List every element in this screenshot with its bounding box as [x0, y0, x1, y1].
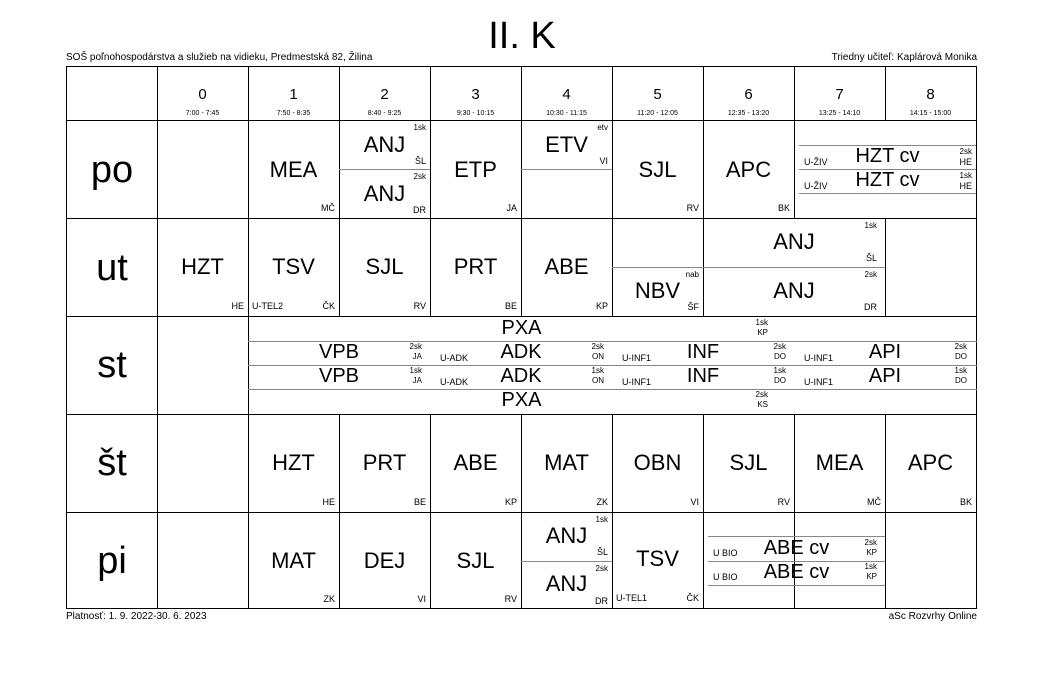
lesson-subject: ANJ	[545, 523, 588, 548]
lesson-teacher: JA	[412, 352, 422, 361]
lesson-group: 2sk	[595, 564, 608, 573]
lesson-teacher: ZK	[596, 497, 608, 507]
lesson-subject: ADK	[500, 365, 542, 387]
lesson-teacher: RV	[413, 301, 426, 311]
lesson-subject: ANJ	[363, 132, 406, 157]
lesson-room: U-ŽIV	[804, 157, 828, 167]
period-number: 8	[926, 86, 935, 103]
period-number: 3	[471, 86, 480, 103]
lesson-subject: TSV	[272, 254, 315, 279]
split-line	[799, 193, 976, 194]
lesson-subject: PRT	[453, 254, 498, 279]
lesson-cell[interactable]	[521, 562, 612, 609]
lesson-teacher: ČK	[686, 593, 699, 603]
lesson-cell[interactable]	[248, 317, 795, 341]
lesson-teacher: BE	[504, 301, 517, 311]
lesson-teacher: DO	[774, 376, 786, 385]
lesson-group: 1sk	[864, 221, 877, 230]
lesson-subject: SJL	[729, 450, 768, 475]
lesson-room: U-INF1	[622, 353, 651, 363]
lesson-cell[interactable]	[703, 121, 794, 218]
lesson-teacher: DR	[413, 205, 426, 215]
period-number: 5	[653, 86, 662, 103]
lesson-room: U-INF1	[804, 353, 833, 363]
lesson-cell[interactable]	[612, 365, 794, 389]
lesson-subject: PXA	[501, 317, 542, 339]
school-name: SOŠ poľnohospodárstva a služieb na vidieku, Predmestská 82, Žilina	[66, 52, 373, 63]
lesson-teacher: DO	[774, 352, 786, 361]
brand-note: aSc Rozvrhy Online	[888, 611, 977, 622]
lesson-teacher: HE	[231, 301, 244, 311]
lesson-teacher: DR	[864, 302, 877, 312]
lesson-teacher: VI	[599, 156, 608, 166]
lesson-group: 1sk	[591, 366, 604, 375]
lesson-group: 2sk	[773, 342, 786, 351]
lesson-subject: PXA	[501, 389, 542, 411]
lesson-cell[interactable]	[339, 121, 430, 169]
lesson-subject: SJL	[638, 157, 677, 182]
lesson-cell[interactable]	[794, 415, 885, 512]
lesson-group: 1sk	[409, 366, 422, 375]
lesson-teacher: ŠL	[865, 253, 877, 263]
lesson-subject: APC	[725, 157, 772, 182]
day-friday: pi	[97, 540, 127, 582]
lesson-cell[interactable]	[248, 389, 795, 413]
lesson-room: U-INF1	[622, 377, 651, 387]
lesson-room: U BIO	[713, 572, 738, 582]
lesson-teacher: ZK	[323, 594, 335, 604]
lesson-cell[interactable]	[799, 145, 976, 169]
lesson-group: nab	[685, 270, 699, 279]
lesson-subject: INF	[686, 365, 720, 387]
lesson-teacher: DO	[955, 352, 967, 361]
period-time: 10:30 - 11:15	[546, 110, 587, 117]
lesson-room: U-TEL1	[616, 593, 648, 603]
day-thursday: št	[97, 442, 127, 484]
lesson-cell[interactable]	[248, 219, 339, 316]
lesson-cell[interactable]	[248, 415, 339, 512]
lesson-cell[interactable]	[157, 219, 248, 316]
lesson-cell[interactable]	[612, 121, 703, 218]
lesson-teacher: DO	[955, 376, 967, 385]
lesson-cell[interactable]	[794, 341, 976, 365]
lesson-subject: HZT cv	[855, 169, 920, 191]
lesson-cell[interactable]	[339, 513, 430, 609]
lesson-teacher: DR	[595, 596, 608, 606]
lesson-cell[interactable]	[521, 219, 612, 316]
lesson-group: 1sk	[755, 318, 768, 327]
period-time: 14:15 - 15:00	[909, 110, 952, 117]
lesson-room: U-ADK	[440, 353, 469, 363]
lesson-subject: ANJ	[363, 181, 406, 206]
col-divider	[885, 218, 886, 317]
lesson-subject: ANJ	[773, 229, 815, 254]
lesson-subject: API	[868, 365, 902, 387]
lesson-group: 2sk	[864, 270, 877, 279]
period-time: 13:25 - 14:10	[818, 110, 861, 117]
lesson-cell[interactable]	[703, 219, 885, 267]
lesson-teacher: VI	[417, 594, 426, 604]
lesson-cell[interactable]	[430, 341, 612, 365]
split-line	[521, 169, 612, 170]
lesson-cell[interactable]	[612, 268, 703, 316]
lesson-subject: ABE	[453, 450, 498, 475]
lesson-teacher: RV	[504, 594, 517, 604]
lesson-subject: ABE cv	[763, 537, 830, 559]
lesson-cell[interactable]	[248, 341, 430, 365]
lesson-subject: SJL	[456, 548, 495, 573]
lesson-subject: ABE cv	[763, 561, 830, 583]
lesson-subject: ETV	[545, 132, 588, 157]
lesson-subject: NBV	[634, 278, 681, 303]
day-wednesday: st	[97, 344, 127, 386]
lesson-cell[interactable]	[703, 268, 885, 316]
lesson-room: U-ADK	[440, 377, 469, 387]
lesson-subject: API	[868, 341, 902, 363]
lesson-teacher: RV	[686, 203, 699, 213]
lesson-cell[interactable]	[612, 513, 703, 609]
lesson-group: 2sk	[755, 390, 768, 399]
lesson-cell[interactable]	[248, 121, 339, 218]
lesson-teacher: HE	[959, 157, 972, 167]
lesson-subject: MEA	[269, 157, 318, 182]
day-tuesday: ut	[96, 247, 128, 289]
lesson-cell[interactable]	[248, 513, 339, 609]
lesson-subject: ABE	[544, 254, 589, 279]
period-number: 0	[198, 86, 207, 103]
lesson-teacher: JA	[506, 203, 517, 213]
period-time: 8:40 - 9:25	[367, 110, 402, 117]
lesson-subject: ANJ	[545, 571, 588, 596]
lesson-subject: TSV	[636, 546, 679, 571]
lesson-cell[interactable]	[339, 415, 430, 512]
lesson-teacher: HE	[959, 181, 972, 191]
lesson-cell[interactable]	[708, 536, 885, 561]
period-time: 11:20 - 12:05	[637, 110, 678, 117]
lesson-subject: ETP	[454, 157, 497, 182]
lesson-group: 2sk	[409, 342, 422, 351]
lesson-teacher: JA	[412, 376, 422, 385]
lesson-cell[interactable]	[612, 341, 794, 365]
lesson-teacher: KP	[595, 301, 608, 311]
lesson-group: 2sk	[591, 342, 604, 351]
lesson-teacher: ŠL	[596, 547, 608, 557]
lesson-group: 2sk	[413, 172, 426, 181]
lesson-group: 2sk	[864, 538, 877, 547]
lesson-group: 1sk	[413, 123, 426, 132]
lesson-teacher: ON	[592, 376, 604, 385]
lesson-group: 1sk	[864, 562, 877, 571]
lesson-group: 1sk	[595, 515, 608, 524]
lesson-subject: SJL	[365, 254, 404, 279]
lesson-teacher: ŠL	[414, 156, 426, 166]
lesson-cell[interactable]	[430, 365, 612, 389]
lesson-teacher: VI	[690, 497, 699, 507]
lesson-teacher: ON	[592, 352, 604, 361]
lesson-group: 2sk	[954, 342, 967, 351]
lesson-teacher: MČ	[321, 203, 335, 213]
lesson-cell[interactable]	[521, 121, 612, 169]
lesson-cell[interactable]	[799, 169, 976, 193]
day-monday: po	[90, 149, 134, 191]
lesson-teacher: KP	[866, 548, 877, 557]
lesson-subject: DEJ	[363, 548, 406, 573]
lesson-subject: MAT	[271, 548, 316, 573]
lesson-subject: VPB	[318, 341, 360, 363]
period-number: 4	[562, 86, 571, 103]
lesson-teacher: BK	[959, 497, 972, 507]
lesson-cell[interactable]	[339, 170, 430, 218]
lesson-teacher: ŠF	[687, 302, 699, 312]
lesson-group: 1sk	[954, 366, 967, 375]
period-number: 6	[744, 86, 753, 103]
lesson-subject: HZT	[272, 450, 315, 475]
lesson-subject: OBN	[633, 450, 682, 475]
lesson-teacher: KP	[504, 497, 517, 507]
lesson-teacher: RV	[777, 497, 790, 507]
lesson-teacher: ČK	[322, 301, 335, 311]
lesson-subject: ANJ	[773, 278, 815, 303]
lesson-group: 1sk	[959, 171, 972, 180]
period-time: 7:00 - 7:45	[185, 110, 220, 117]
period-time: 9:30 - 10:15	[456, 110, 495, 117]
lesson-subject: HZT	[181, 254, 224, 279]
lesson-cell[interactable]	[885, 415, 976, 512]
lesson-teacher: KS	[757, 400, 768, 409]
class-teacher: Triedny učiteľ: Kaplárová Monika	[831, 52, 977, 63]
col-divider	[157, 66, 158, 609]
page-title: II. K	[488, 15, 556, 57]
lesson-room: U-ŽIV	[804, 181, 828, 191]
lesson-teacher: KP	[866, 572, 877, 581]
lesson-teacher: BK	[777, 203, 790, 213]
lesson-cell[interactable]	[248, 365, 430, 389]
lesson-subject: HZT cv	[855, 145, 920, 167]
lesson-cell[interactable]	[794, 365, 976, 389]
lesson-room: U-TEL2	[252, 301, 284, 311]
period-time: 12:35 - 13:20	[727, 110, 770, 117]
split-line	[708, 585, 885, 586]
lesson-group: etv	[597, 123, 608, 132]
lesson-cell[interactable]	[708, 561, 885, 585]
lesson-subject: PRT	[362, 450, 407, 475]
lesson-cell[interactable]	[703, 415, 794, 512]
lesson-cell[interactable]	[339, 219, 430, 316]
period-number: 2	[380, 86, 389, 103]
lesson-group: 2sk	[959, 147, 972, 156]
lesson-cell[interactable]	[430, 219, 521, 316]
lesson-subject: INF	[686, 341, 720, 363]
lesson-room: U BIO	[713, 548, 738, 558]
lesson-cell[interactable]	[521, 513, 612, 561]
lesson-subject: VPB	[318, 365, 360, 387]
lesson-teacher: KP	[757, 328, 768, 337]
lesson-subject: MEA	[815, 450, 864, 475]
period-number: 1	[289, 86, 298, 103]
lesson-teacher: MČ	[867, 497, 881, 507]
lesson-room: U-INF1	[804, 377, 833, 387]
lesson-cell[interactable]	[612, 415, 703, 512]
validity-note: Platnosť: 1. 9. 2022-30. 6. 2023	[66, 611, 207, 622]
lesson-cell[interactable]	[521, 415, 612, 512]
lesson-subject: MAT	[544, 450, 589, 475]
lesson-teacher: HE	[322, 497, 335, 507]
period-number: 7	[835, 86, 844, 103]
lesson-cell[interactable]	[430, 415, 521, 512]
lesson-subject: ADK	[500, 341, 542, 363]
lesson-cell[interactable]	[430, 513, 521, 609]
lesson-teacher: BE	[413, 497, 426, 507]
lesson-group: 1sk	[773, 366, 786, 375]
lesson-subject: APC	[907, 450, 954, 475]
lesson-cell[interactable]	[430, 121, 521, 218]
period-time: 7:50 - 8:35	[276, 110, 311, 117]
